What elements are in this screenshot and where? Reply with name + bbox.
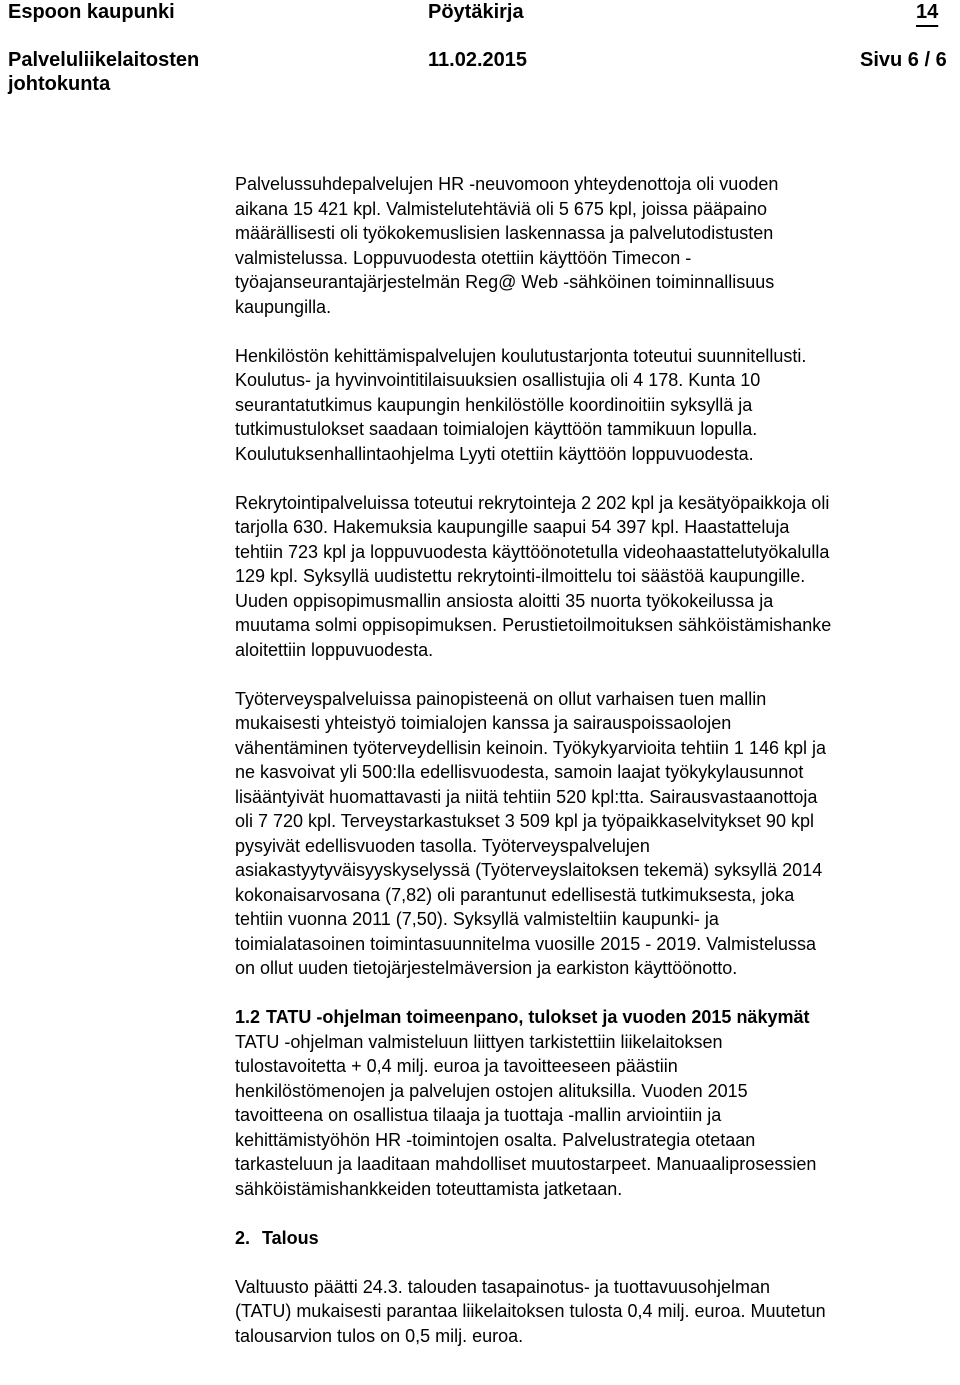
paragraph-hr-advisory: Palvelussuhdepalvelujen HR -neuvomoon yhteydenottoja oli vuoden aikana 15 421 kpl. Valmistelutehtäviä oli 5 675 kpl, joissa pääpaino määrällisesti oli työkokemuslisien laskennassa ja palvelutodistusten valmistelussa. Loppuvuodesta otettiin käyttöön Timecon - työajanseurantajärjestelmän Reg@ Web -sähköinen toiminnallisuus kaupungilla. — [235, 174, 779, 317]
section-number: 2. — [235, 1227, 251, 1248]
section-number: 1.2 — [235, 1007, 261, 1027]
governing-body — [8, 48, 199, 96]
section-heading-2 — [235, 1226, 957, 1251]
paragraph-occupational-health: Työterveyspalveluissa painopisteenä on ollut varhaisen tuen mallin mukaisesti yhteistyö toimialojen kanssa ja sairauspoissaolojen vähentäminen työterveydellisin keinoin. Työkykyarvioita tehtiin 1 146 kpl ja ne kasvoivat yli 500:lla edellisvuodesta, samoin laajat työkykylausunnot lisääntyivät huomattavasti ja niitä tehtiin 520 kpl:tta. Sairausvastaanottoja oli 7 720 kpl. Terveystarkastukset 3 509 kpl ja työpaikkaselvitykset 90 kpl pysyivät edellisvuoden tasolla. Työterveyspalvelujen asiakastyytyväisyyskyselyssä (Työterveyslaitoksen tekemä) syksyllä 2014 kokonaisarvosana (7,82) oli parantunut edellisestä tutkimuksesta, joka tehtiin vuonna 2011 (7,50). Syksyllä valmisteltiin kaupunki- ja toimialatasoinen toimintasuunnitelma vuosille 2015 - 2019. Valmistelussa on ollut uuden tietojärjestelmäversion ja earkiston käyttöönotto. — [235, 688, 826, 978]
section-title: TATU -ohjelman toimeenpano, tulokset ja vuoden 2015 näkymät — [266, 1007, 810, 1027]
item-number: 14 — [916, 1, 939, 23]
paragraph-finance: Valtuusto päätti 24.3. talouden tasapainotus- ja tuottavuusohjelman (TATU) mukaisesti parantaa liikelaitoksen tulosta 0,4 milj. euroa. Muutetun talousarvion tulos on 0,5 milj. euroa. — [235, 1276, 826, 1346]
governing-body-line2: johtokunta — [8, 73, 111, 95]
section-heading-1-2 — [235, 1005, 957, 1030]
section-title: Talous — [262, 1227, 319, 1248]
paragraph-recruitment: Rekrytointipalveluissa toteutui rekrytointeja 2 202 kpl ja kesätyöpaikkoja oli tarjolla 630. Hakemuksia kaupungille saapui 54 397 kpl. Haastatteluja tehtiin 723 kpl ja loppuvuodesta käyttöönotetulla videohaastattelutyökalulla 129 kpl. Syksyllä uudistettu rekrytointi-ilmoittelu toi säästöä kaupungille. Uuden oppisopimusmallin ansiosta aloitti 35 nuorta työkokeilussa ja muutama solmi oppisopimuksen. Perustietoilmoituksen sähköistämishanke aloitettiin loppuvuodesta. — [235, 492, 832, 660]
meeting-date: 11.02.2015 — [428, 49, 527, 71]
organization-name: Espoon kaupunki — [8, 1, 175, 23]
page-indicator: Sivu 6 / 6 — [860, 49, 947, 71]
paragraph-tatu: TATU -ohjelman valmisteluun liittyen tarkistettiin liikelaitoksen tulostavoitetta + 0,4 milj. euroa ja tavoitteeseen päästiin henkilöstömenojen ja palvelujen ostojen alituksilla. Vuoden 2015 tavoitteena on osallistua tilaaja ja tuottaja -mallin arviointiin ja kehittämistyöhön HR -toimintojen osalta. Palvelustrategia otetaan tarkasteluun ja laaditaan mahdolliset muutostarpeet. Manuaaliprosessien sähköistämishankkeiden toteuttamista jatketaan. — [235, 1031, 817, 1199]
paragraph-staff-development: Henkilöstön kehittämispalvelujen koulutustarjonta toteutui suunnitellusti. Koulutus- ja hyvinvointitilaisuuksien osallistujia oli 4 178. Kunta 10 seurantatutkimus kaupungin henkilöstölle koordinoitiin syksyllä ja tutkimustulokset saadaan toimialojen käyttöön tammikuun lopulla. Koulutuksenhallintaohjelma Lyyti otettiin käyttöön loppuvuodesta. — [235, 345, 807, 464]
document-body — [235, 172, 957, 1373]
governing-body-line1: Palveluliikelaitosten — [8, 49, 200, 71]
document-type: Pöytäkirja — [428, 1, 524, 23]
